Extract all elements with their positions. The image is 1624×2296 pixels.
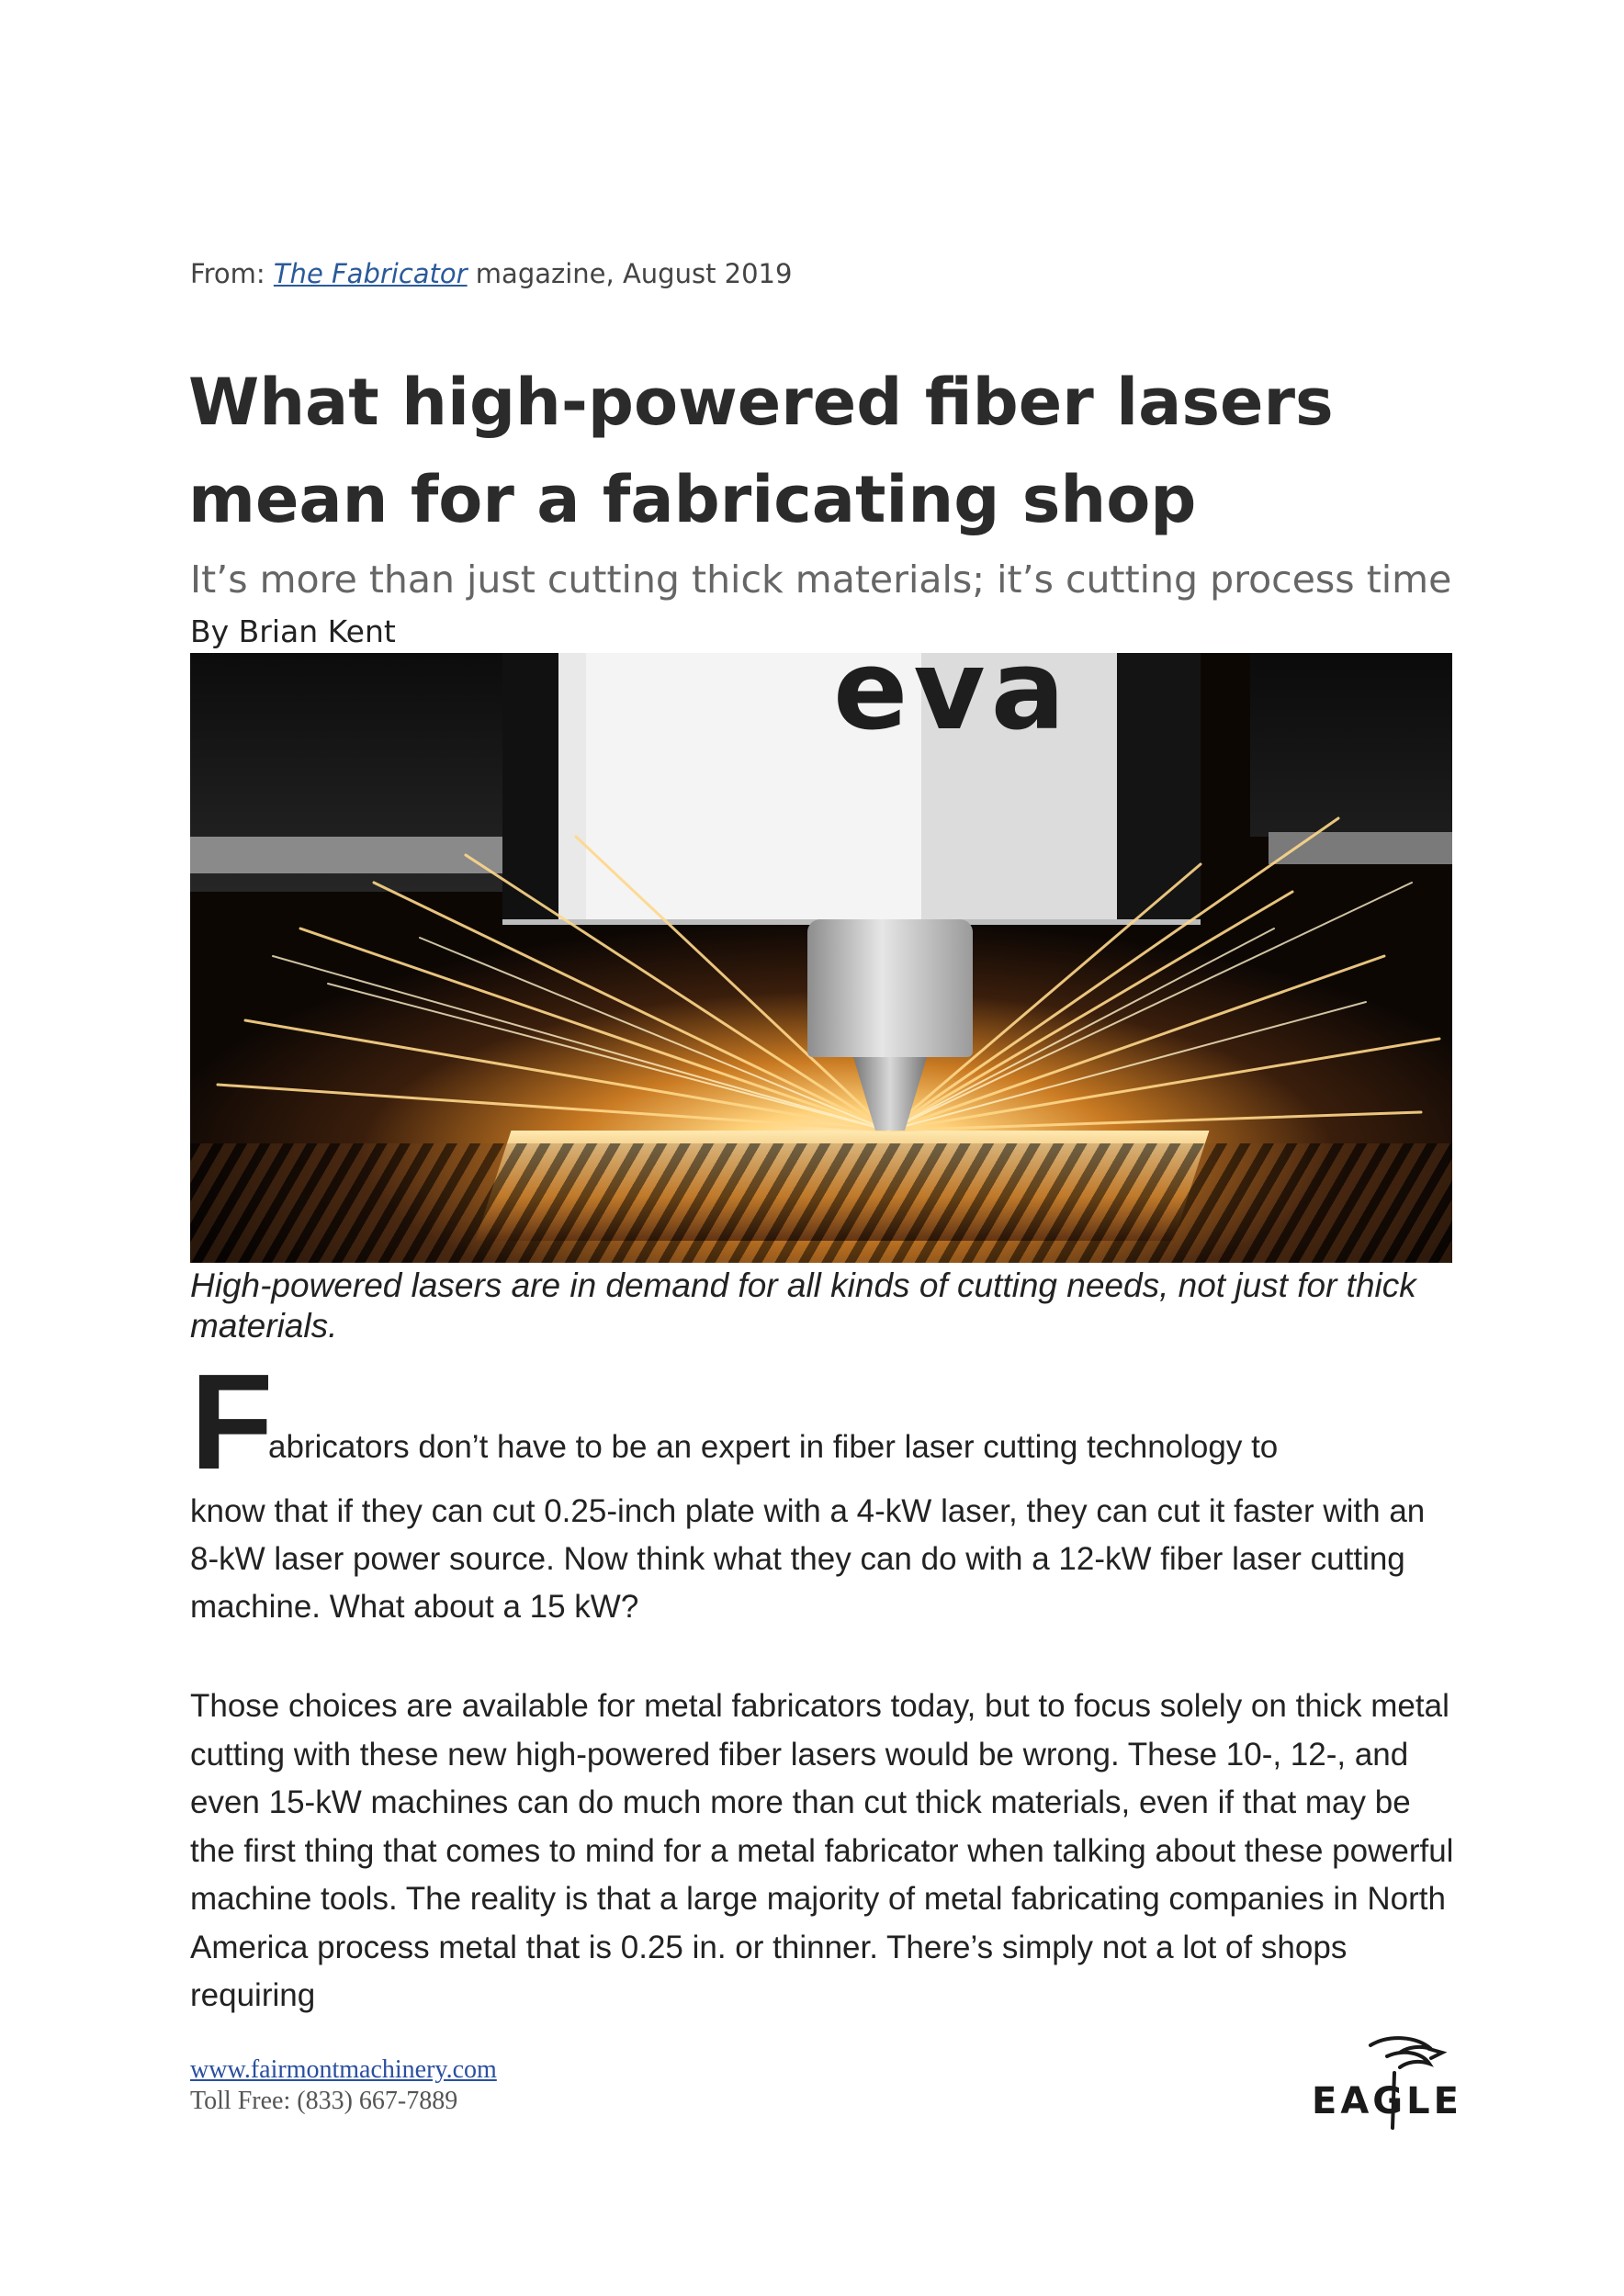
- article-byline: By Brian Kent: [190, 613, 396, 649]
- source-line: [190, 258, 792, 289]
- drop-cap: F: [190, 1346, 274, 1498]
- publication-link[interactable]: The Fabricator: [273, 258, 468, 289]
- photo-caption: High-powered lasers are in demand for all kinds of cutting needs, not just for thick materials.: [190, 1266, 1416, 1345]
- article-subtitle: It’s more than just cutting thick materials; it’s cutting process time: [190, 557, 1452, 602]
- paragraph-1: know that if they can cut 0.25-inch plate with a 4-kW laser, they can cut it faster with an 8-kW laser power source. Now think what they can do with a 12-kW fiber laser cutting machine. What about a 15 kW?: [190, 1493, 1426, 1625]
- website-link[interactable]: www.fairmontmachinery.com: [190, 2055, 497, 2084]
- logo-wordmark: EAGLE: [1312, 2080, 1462, 2122]
- toll-free-phone: Toll Free: (833) 667-7889: [190, 2087, 458, 2115]
- eagle-logo: [1304, 2025, 1479, 2135]
- laser-cutting-photo: [190, 653, 1452, 1263]
- source-prefix: From:: [190, 258, 274, 289]
- laser-nozzle-body: [807, 919, 973, 1057]
- article-title: What high-powered fiber lasers mean for a fabricating shop: [188, 365, 1334, 537]
- paragraph-2: Those choices are available for metal fabricators today, but to focus solely on thick metal cutting with these new high-powered fiber lasers would be wrong. These 10-, 12-, and even 15-kW machines can do much more than cut thick materials, even if that may be the first thing that comes to mind for a metal fabricator when talking about these powerful machine tools. The reality is that a large majority of metal fabricating companies in North America process metal that is 0.25 in. or thinner. There’s simply not a lot of shops requiring: [190, 1688, 1454, 2013]
- machine-brand-text: eva: [833, 653, 1071, 755]
- source-suffix: magazine, August 2019: [467, 258, 793, 289]
- paragraph-1-first-line: abricators don’t have to be an expert in fiber laser cutting technology to: [268, 1429, 1279, 1465]
